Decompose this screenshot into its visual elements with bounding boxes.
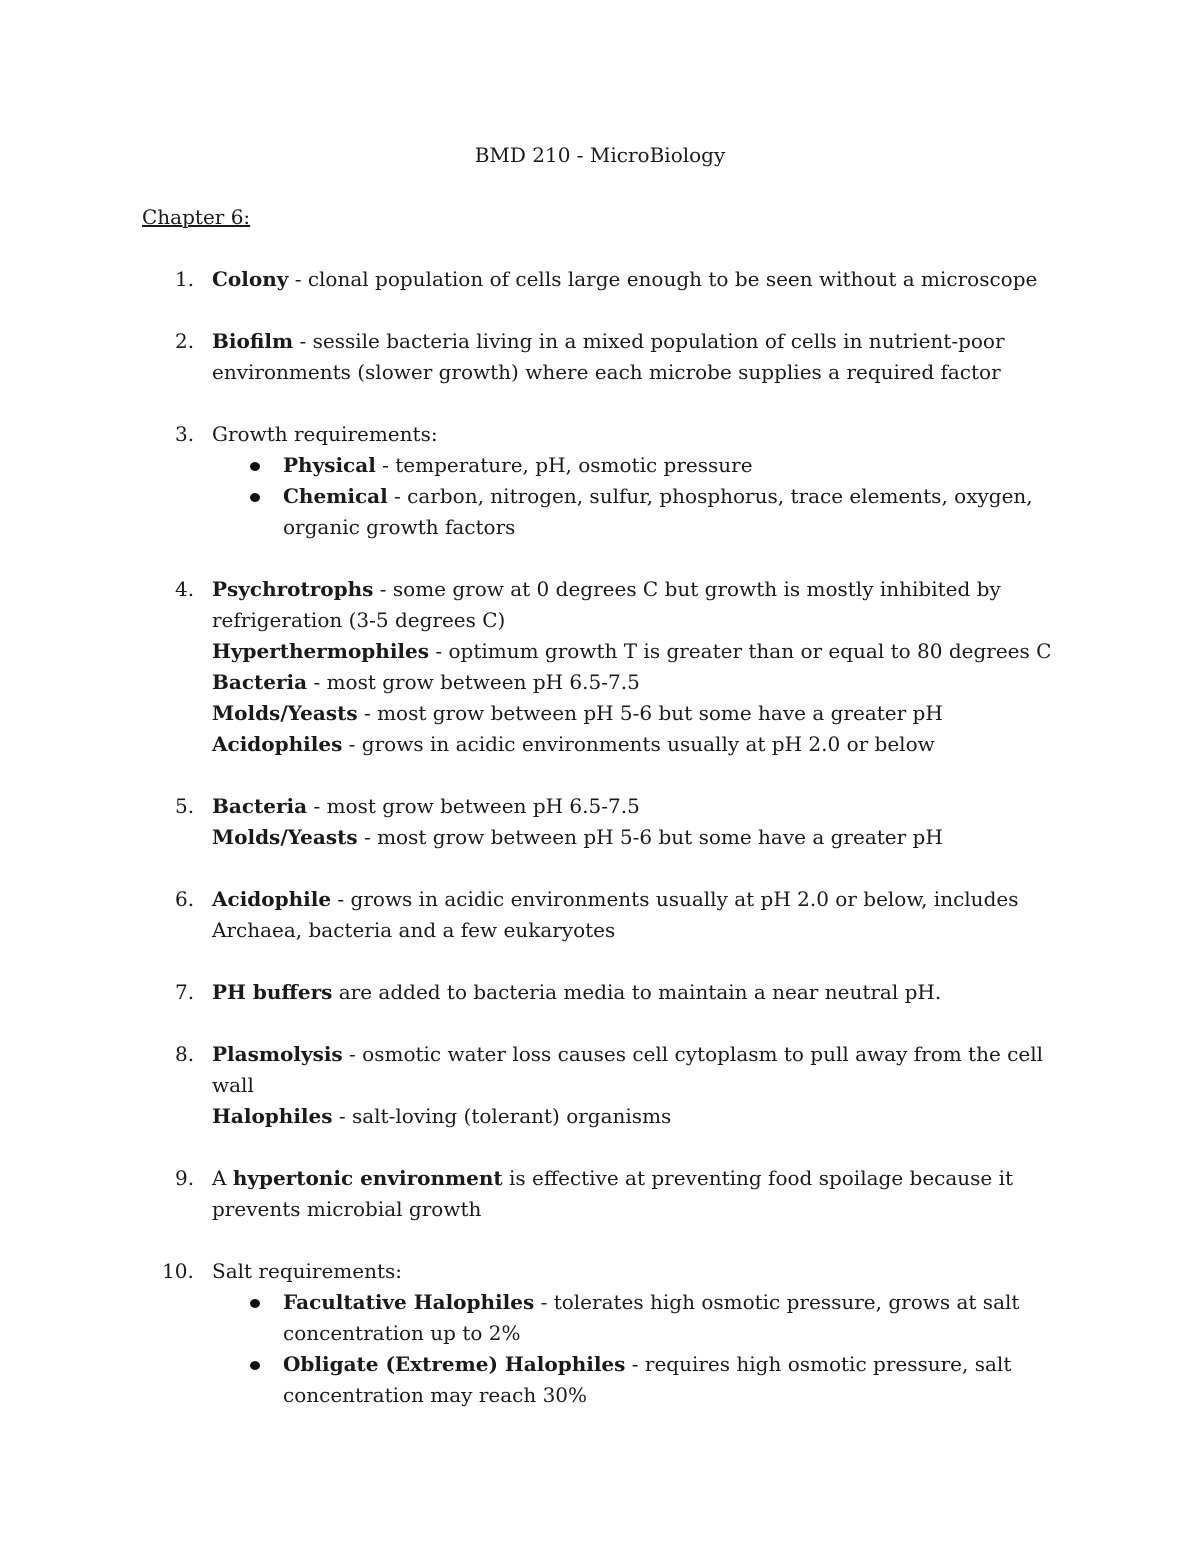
definition: - salt-loving (tolerant) organisms bbox=[332, 1104, 672, 1128]
definition: - sessile bacteria living in a mixed population of cells in nutrient-poor environments (slower growth) where each microbe supplies a required factor bbox=[212, 329, 1005, 384]
item-line bbox=[212, 1163, 1072, 1225]
definition: - some grow at 0 degrees C but growth is mostly inhibited by refrigeration (3-5 degrees C) bbox=[212, 577, 1001, 632]
item-body bbox=[212, 264, 1072, 295]
item-line bbox=[212, 791, 1072, 822]
term: Acidophiles bbox=[212, 732, 343, 756]
item-body bbox=[212, 884, 1072, 946]
definition: - grows in acidic environments usually at pH 2.0 or below bbox=[342, 732, 935, 756]
list-item bbox=[142, 574, 1072, 760]
item-line bbox=[212, 667, 1072, 698]
item-number: 9. bbox=[175, 1166, 195, 1190]
term: Psychrotrophs bbox=[212, 577, 374, 601]
bullet-icon bbox=[212, 450, 283, 481]
bullet-list bbox=[212, 1287, 1072, 1411]
list-item bbox=[142, 884, 1072, 946]
bullet-text bbox=[283, 450, 1072, 481]
item-body bbox=[212, 1256, 1072, 1411]
item-line bbox=[212, 884, 1072, 946]
chapter-heading: Chapter 6: bbox=[142, 205, 251, 229]
item-number: 7. bbox=[175, 980, 195, 1004]
definition: - most grow between pH 6.5-7.5 bbox=[307, 794, 640, 818]
item-line bbox=[212, 326, 1072, 388]
definition: - tolerates high osmotic pressure, grows at salt concentration up to 2% bbox=[283, 1290, 1020, 1345]
term: Colony bbox=[212, 267, 289, 291]
term: PH buffers bbox=[212, 980, 333, 1004]
list-item bbox=[142, 791, 1072, 853]
list-item bbox=[142, 419, 1072, 543]
term: Biofilm bbox=[212, 329, 294, 353]
definition: Salt requirements: bbox=[212, 1259, 403, 1283]
bullet-list bbox=[212, 450, 1072, 543]
item-number: 2. bbox=[175, 329, 195, 353]
term: Plasmolysis bbox=[212, 1042, 343, 1066]
term: Facultative Halophiles bbox=[283, 1290, 535, 1314]
definition: - requires high osmotic pressure, salt concentration may reach 30% bbox=[283, 1352, 1012, 1407]
item-line bbox=[212, 1101, 1072, 1132]
notes-list bbox=[142, 264, 1072, 1442]
term: Hyperthermophiles bbox=[212, 639, 430, 663]
bullet-item bbox=[212, 1349, 1072, 1411]
bullet-item bbox=[212, 1287, 1072, 1349]
definition: - clonal population of cells large enough to be seen without a microscope bbox=[288, 267, 1038, 291]
definition: is effective at preventing food spoilage because it prevents microbial growth bbox=[212, 1166, 1014, 1221]
item-number: 8. bbox=[175, 1042, 195, 1066]
definition: are added to bacteria media to maintain a near neutral pH. bbox=[332, 980, 942, 1004]
line-prefix: A bbox=[212, 1166, 233, 1190]
definition: - grows in acidic environments usually at pH 2.0 or below, includes Archaea, bacteria and a few eukaryotes bbox=[212, 887, 1019, 942]
definition: - most grow between pH 5-6 but some have a greater pH bbox=[357, 825, 943, 849]
term: Molds/Yeasts bbox=[212, 825, 358, 849]
item-line bbox=[212, 822, 1072, 853]
bullet-icon bbox=[212, 1349, 283, 1411]
item-line bbox=[212, 977, 1072, 1008]
item-number: 1. bbox=[175, 267, 195, 291]
item-line bbox=[212, 636, 1072, 667]
bullet-text bbox=[283, 1287, 1072, 1349]
bullet-item bbox=[212, 481, 1072, 543]
bullet-text bbox=[283, 1349, 1072, 1411]
item-line bbox=[212, 729, 1072, 760]
list-item bbox=[142, 1039, 1072, 1132]
definition: Growth requirements: bbox=[212, 422, 438, 446]
definition: - osmotic water loss causes cell cytoplasm to pull away from the cell wall bbox=[212, 1042, 1043, 1097]
document-title: BMD 210 - MicroBiology bbox=[474, 143, 726, 167]
bullet-icon bbox=[212, 1287, 283, 1349]
list-item bbox=[142, 326, 1072, 388]
bullet-text bbox=[283, 481, 1072, 543]
definition: - temperature, pH, osmotic pressure bbox=[375, 453, 753, 477]
list-item bbox=[142, 1256, 1072, 1411]
term: Bacteria bbox=[212, 670, 308, 694]
item-number: 4. bbox=[175, 577, 195, 601]
bullet-icon bbox=[212, 481, 283, 543]
item-body bbox=[212, 1039, 1072, 1132]
item-number: 3. bbox=[175, 422, 195, 446]
term: Chemical bbox=[283, 484, 388, 508]
item-line bbox=[212, 574, 1072, 636]
item-line bbox=[212, 264, 1072, 295]
list-item bbox=[142, 977, 1072, 1008]
term: Obligate (Extreme) Halophiles bbox=[283, 1352, 626, 1376]
item-body bbox=[212, 574, 1072, 760]
item-number: 6. bbox=[175, 887, 195, 911]
definition: - most grow between pH 6.5-7.5 bbox=[307, 670, 640, 694]
term: Acidophile bbox=[212, 887, 332, 911]
term: Bacteria bbox=[212, 794, 308, 818]
item-body bbox=[212, 419, 1072, 543]
bullet-item bbox=[212, 450, 1072, 481]
item-line bbox=[212, 419, 1072, 450]
item-line bbox=[212, 698, 1072, 729]
item-body bbox=[212, 977, 1072, 1008]
item-body bbox=[212, 326, 1072, 388]
item-number: 10. bbox=[162, 1259, 194, 1283]
definition: - optimum growth T is greater than or equal to 80 degrees C bbox=[429, 639, 1052, 663]
list-item bbox=[142, 1163, 1072, 1225]
item-body bbox=[212, 791, 1072, 853]
list-item bbox=[142, 264, 1072, 295]
item-number: 5. bbox=[175, 794, 195, 818]
definition: - carbon, nitrogen, sulfur, phosphorus, trace elements, oxygen, organic growth factors bbox=[283, 484, 1033, 539]
item-line bbox=[212, 1256, 1072, 1287]
item-body bbox=[212, 1163, 1072, 1225]
item-line bbox=[212, 1039, 1072, 1101]
term: Molds/Yeasts bbox=[212, 701, 358, 725]
term: Halophiles bbox=[212, 1104, 333, 1128]
term: hypertonic environment bbox=[232, 1166, 503, 1190]
term: Physical bbox=[283, 453, 376, 477]
definition: - most grow between pH 5-6 but some have a greater pH bbox=[357, 701, 943, 725]
